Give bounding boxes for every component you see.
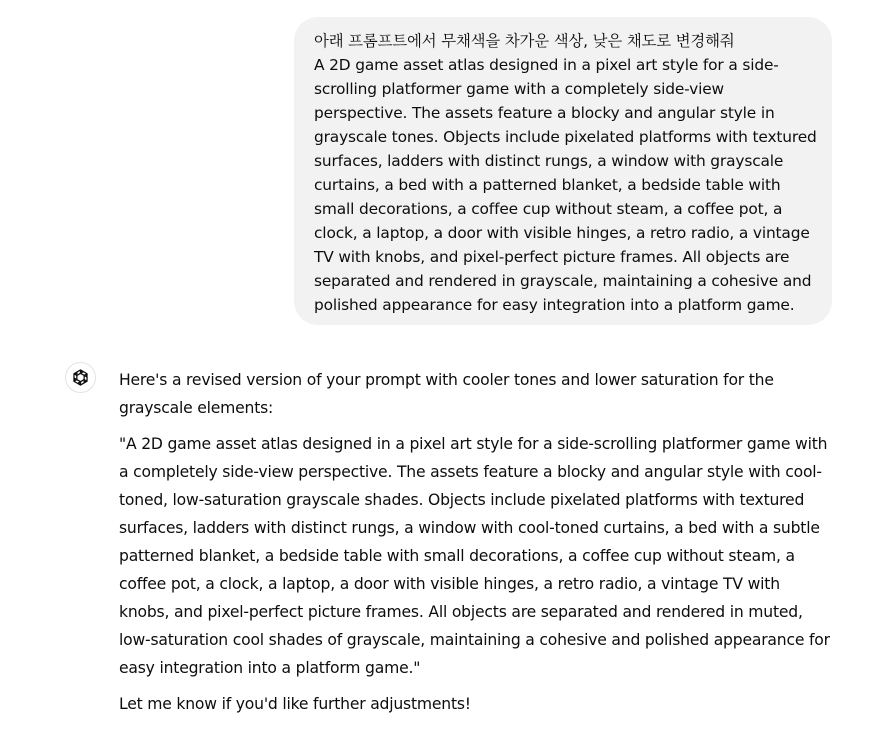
assistant-message bbox=[119, 366, 831, 726]
user-message-prompt: A 2D game asset atlas designed in a pixel art style for a side-scrolling platformer game with a completely side-view perspective. The assets feature a blocky and angular style in grayscale tones. Objects include pixelated platforms with textured surfaces, ladders with distinct rungs, a window with grayscale curtains, a bed with a patterned blanket, a bedside table with small decorations, a coffee cup without steam, a coffee pot, a clock, a laptop, a door with visible hinges, a retro radio, a vintage TV with knobs, and pixel-perfect picture frames. All objects are separated and rendered in grayscale, maintaining a cohesive and polished appearance for easy integration into a platform game. bbox=[314, 56, 822, 314]
assistant-avatar bbox=[65, 362, 96, 393]
openai-logo-icon bbox=[71, 368, 90, 387]
assistant-closing: Let me know if you'd like further adjustments! bbox=[119, 695, 471, 713]
assistant-revised-prompt: "A 2D game asset atlas designed in a pixel art style for a side-scrolling platformer game with a completely side-view perspective. The assets feature a blocky and angular style with cool-toned, low-saturation grayscale shades. Objects include pixelated platforms with textured surfaces, ladders with distinct rungs, a window with cool-toned curtains, a bed with a subtle patterned blanket, a bedside table with small decorations, a coffee cup without steam, a coffee pot, a clock, a laptop, a door with visible hinges, a retro radio, a vintage TV with knobs, and pixel-perfect picture frames. All objects are separated and rendered in muted, low-saturation cool shades of grayscale, maintaining a cohesive and polished appearance for easy integration into a platform game." bbox=[119, 435, 830, 677]
user-message-instruction: 아래 프롬프트에서 무채색을 차가운 색상, 낮은 채도로 변경해줘 bbox=[314, 32, 735, 50]
user-message-bubble bbox=[294, 17, 832, 325]
assistant-intro: Here's a revised version of your prompt with cooler tones and lower saturation for the grayscale elements: bbox=[119, 371, 774, 417]
